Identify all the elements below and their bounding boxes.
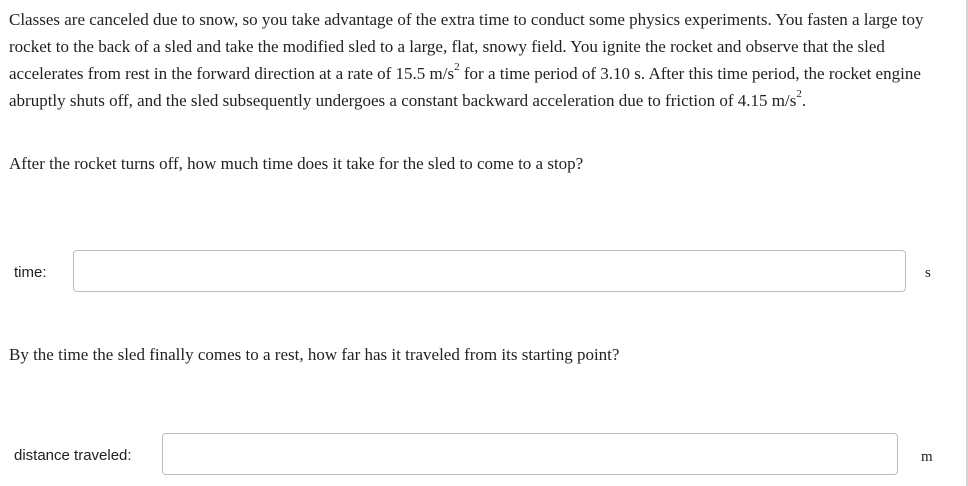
distance-label: distance traveled: bbox=[14, 447, 132, 464]
problem-text-part2: for a time period of 3.10 s. After this time period, the rocket engine abruptly shuts off, and the sled subsequently undergoes a constant backward acceleration due to friction of 4.15 m/s bbox=[9, 64, 921, 110]
time-unit: s bbox=[925, 265, 931, 281]
distance-input[interactable] bbox=[162, 433, 898, 475]
problem-text-part1: Classes are canceled due to snow, so you take advantage of the extra time to conduct some physics experiments. You fasten a large toy rocket to the back of a sled and take the modified sled to a large, flat, snowy field. You ignite the rocket and observe that the sled accelerates from rest in the forward direction at a rate of 15.5 m/s bbox=[9, 10, 924, 83]
question-distance: By the time the sled finally comes to a rest, how far has it traveled from its starting point? bbox=[9, 345, 620, 364]
problem-statement bbox=[9, 6, 949, 114]
distance-unit: m bbox=[921, 449, 933, 465]
squared-superscript: 2 bbox=[454, 61, 460, 74]
squared-superscript: 2 bbox=[796, 88, 802, 101]
time-label: time: bbox=[14, 264, 47, 281]
problem-text-part3: . bbox=[801, 91, 807, 110]
question-time: After the rocket turns off, how much time does it take for the sled to come to a stop? bbox=[9, 154, 584, 173]
time-input[interactable] bbox=[73, 250, 906, 292]
